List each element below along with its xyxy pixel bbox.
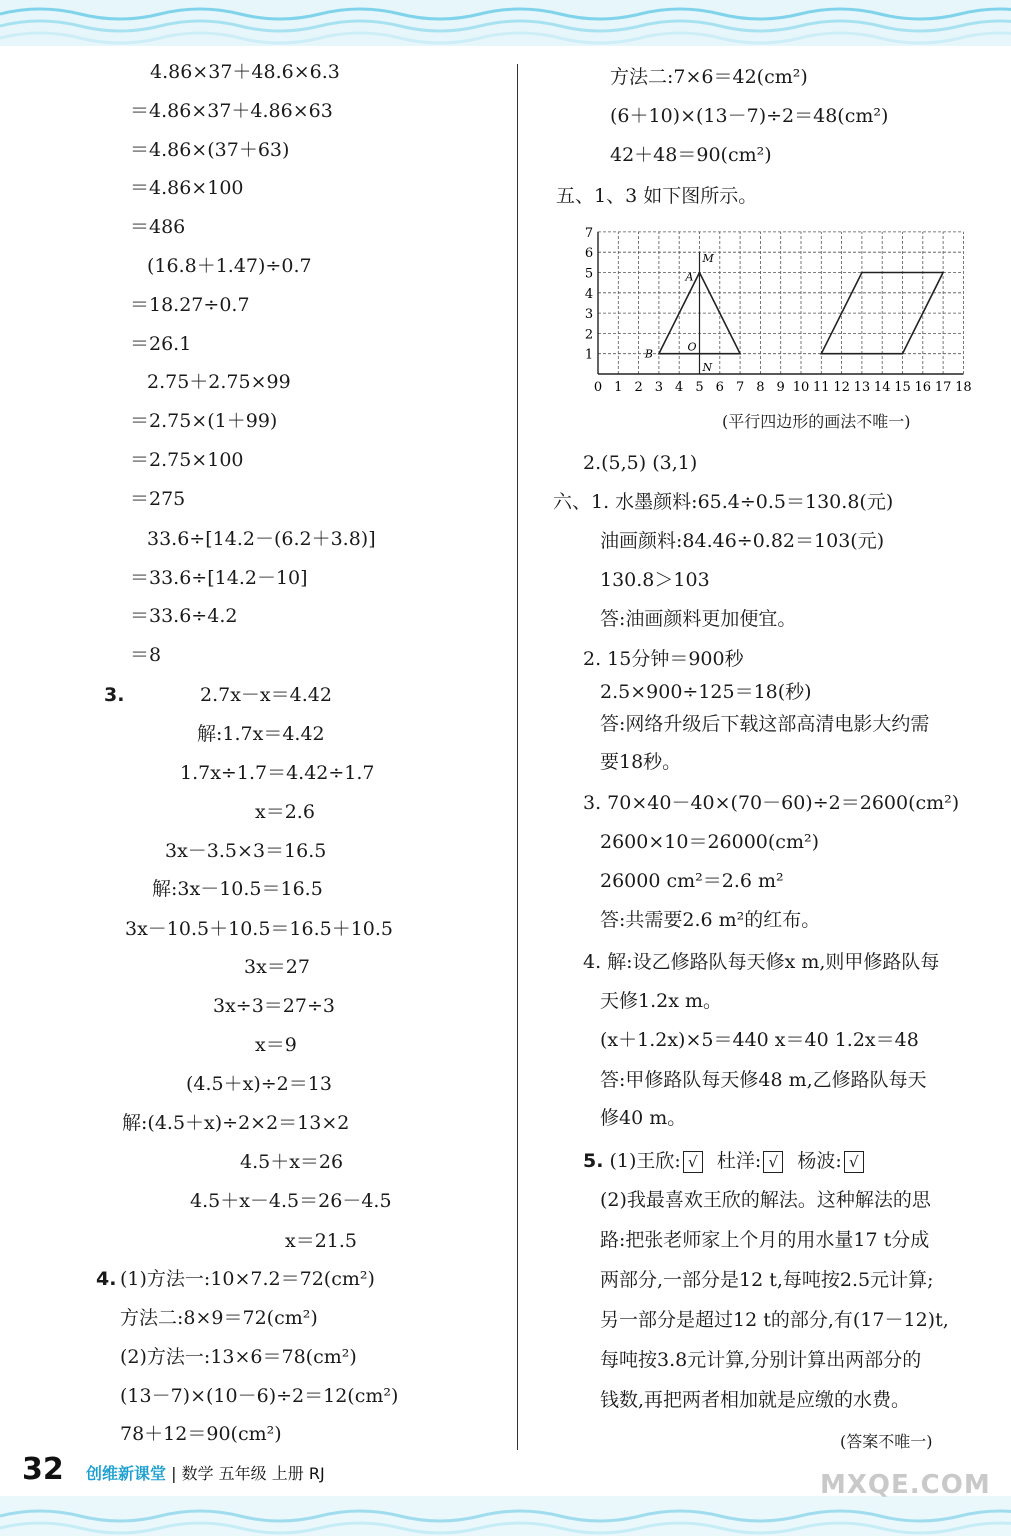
brand-name: 创维新课堂: [86, 1464, 167, 1483]
right-line: 五、1、3 如下图所示。: [556, 185, 758, 207]
x-tick-label: 4: [675, 380, 684, 395]
checkbox-wangxin[interactable]: √: [683, 1151, 703, 1173]
x-tick-label: 13: [853, 380, 871, 395]
right-line: (6＋10)×(13－7)÷2＝48(cm²): [610, 105, 889, 127]
point-label-n: N: [702, 361, 713, 374]
right-line: 答:共需要2.6 m²的红布。: [600, 909, 821, 931]
point-label-o: O: [687, 340, 697, 354]
right-line: 六、1. 水墨颜料:65.4÷0.5＝130.8(元): [553, 491, 894, 513]
x-tick-label: 18: [955, 380, 972, 395]
top-wave-decoration: [0, 0, 1011, 46]
left-line: (16.8＋1.47)÷0.7: [147, 255, 312, 277]
right-line: 另一部分是超过12 t的部分,有(17－12)t,: [600, 1309, 949, 1331]
right-line: (x＋1.2x)×5＝440 x＝40 1.2x＝48: [600, 1029, 919, 1051]
left-line: 解:1.7x＝4.42: [197, 723, 325, 745]
x-tick-label: 1: [614, 380, 623, 395]
x-tick-label: 6: [715, 380, 724, 395]
left-line: 2.75＋2.75×99: [147, 371, 291, 393]
left-line: 3x＝27: [244, 956, 310, 978]
left-line: 33.6÷[14.2－(6.2＋3.8)]: [147, 528, 376, 550]
checkbox-yangbo[interactable]: √: [844, 1151, 864, 1173]
x-tick-label: 10: [792, 380, 810, 395]
left-line: 78＋12＝90(cm²): [120, 1423, 282, 1445]
left-line: 4.86×37＋48.6×6.3: [150, 61, 340, 83]
right-line: 两部分,一部分是12 t,每吨按2.5元计算;: [600, 1269, 934, 1291]
x-tick-label: 11: [813, 380, 830, 395]
page-number: 32: [22, 1452, 64, 1487]
left-line: ＝4.86×37＋4.86×63: [130, 100, 333, 122]
footer-brand: [86, 1461, 325, 1484]
point-label-b: B: [644, 347, 653, 361]
left-line: (4.5＋x)÷2＝13: [186, 1073, 332, 1095]
x-tick-label: 0: [593, 380, 603, 395]
left-line: ＝2.75×100: [130, 449, 244, 471]
left-line: ＝2.75×(1＋99): [130, 410, 278, 432]
right-line: 要18秒。: [600, 751, 682, 773]
coordinate-grid-figure: [580, 222, 980, 402]
left_nums-line: 3.: [104, 684, 125, 706]
right-line: 2.(5,5) (3,1): [583, 452, 698, 474]
left-line: ＝4.86×(37＋63): [130, 139, 290, 161]
right-line: 42＋48＝90(cm²): [610, 144, 772, 166]
right-line: 修40 m。: [600, 1107, 687, 1129]
question-number: 5.: [583, 1150, 604, 1172]
left-line: x＝2.6: [255, 801, 315, 823]
left-line: x＝21.5: [285, 1230, 358, 1252]
left-line: 1.7x÷1.7＝4.42÷1.7: [180, 762, 375, 784]
point-label-a: A: [685, 270, 694, 284]
checkbox-duyang[interactable]: √: [763, 1151, 783, 1173]
left-line: ＝275: [130, 488, 186, 510]
right-line: (答案不唯一): [840, 1432, 933, 1451]
left-line: (2)方法一:13×6＝78(cm²): [120, 1346, 357, 1368]
question-5: [583, 1149, 866, 1173]
y-tick-label: 5: [584, 266, 594, 282]
x-tick-label: 15: [894, 380, 911, 395]
left-line: ＝8: [130, 644, 162, 666]
x-tick-label: 9: [776, 380, 785, 395]
right-line: 2. 15分钟＝900秒: [583, 648, 744, 670]
y-tick-label: 1: [584, 347, 594, 363]
left-line: 4.5＋x＝26: [240, 1151, 344, 1173]
right-line: (2)我最喜欢王欣的解法。这种解法的思: [600, 1189, 931, 1211]
right-line: 方法二:7×6＝42(cm²): [610, 66, 808, 88]
left-line: ＝33.6÷[14.2－10]: [130, 567, 308, 589]
right-line: (平行四边形的画法不唯一): [722, 412, 911, 431]
left-line: (13－7)×(10－6)÷2＝12(cm²): [120, 1385, 399, 1407]
right-line: 钱数,再把两者相加就是应缴的水费。: [600, 1389, 911, 1411]
left-line: ＝18.27÷0.7: [130, 294, 250, 316]
left-line: 解:(4.5＋x)÷2×2＝13×2: [122, 1112, 350, 1134]
left-line: (1)方法一:10×7.2＝72(cm²): [120, 1268, 375, 1290]
left-line: 3x－10.5＋10.5＝16.5＋10.5: [125, 918, 394, 940]
right-line: 2600×10＝26000(cm²): [600, 831, 819, 853]
left-line: 解:3x－10.5＝16.5: [152, 878, 323, 900]
left-line: ＝33.6÷4.2: [130, 605, 238, 627]
left-line: 2.7x－x＝4.42: [200, 684, 332, 706]
x-tick-label: 17: [934, 380, 952, 395]
x-tick-label: 16: [914, 380, 932, 395]
column-divider: [517, 64, 518, 1450]
left-line: ＝26.1: [130, 333, 192, 355]
left-line: ＝486: [130, 216, 186, 238]
right-line: 2.5×900÷125＝18(秒): [600, 681, 812, 703]
q5-part2: 杜洋:: [716, 1150, 762, 1172]
y-tick-label: 2: [584, 327, 594, 343]
left-line: 4.5＋x－4.5＝26－4.5: [190, 1190, 392, 1212]
right-line: 答:甲修路队每天修48 m,乙修路队每天: [600, 1069, 927, 1091]
left-line: x＝9: [255, 1034, 297, 1056]
left-line: ＝4.86×100: [130, 177, 244, 199]
right-line: 26000 cm²＝2.6 m²: [600, 870, 784, 892]
x-tick-label: 2: [634, 380, 643, 395]
left-line: 方法二:8×9＝72(cm²): [120, 1307, 318, 1329]
right-line: 4. 解:设乙修路队每天修x m,则甲修路队每: [583, 951, 940, 973]
watermark-logo: MXQE.COM: [820, 1470, 991, 1500]
y-tick-label: 3: [584, 307, 594, 323]
x-tick-label: 12: [833, 380, 850, 395]
y-tick-label: 4: [584, 286, 594, 302]
x-tick-label: 7: [735, 380, 745, 395]
y-tick-label: 6: [584, 246, 594, 262]
right-line: 3. 70×40－40×(70－60)÷2＝2600(cm²): [583, 792, 960, 814]
q5-part3: 杨波:: [797, 1150, 842, 1172]
left_nums-line: 4.: [96, 1268, 117, 1290]
footer-subject: | 数学 五年级 上册 RJ: [171, 1464, 325, 1483]
right-line: 答:油画颜料更加便宜。: [600, 608, 797, 630]
left-line: 3x－3.5×3＝16.5: [165, 840, 327, 862]
y-tick-label: 7: [584, 225, 594, 241]
bottom-wave-decoration: [0, 1496, 1011, 1536]
x-tick-label: 5: [695, 380, 704, 395]
point-label-m: M: [702, 252, 714, 266]
x-tick-label: 3: [654, 380, 664, 395]
x-tick-label: 8: [756, 380, 765, 395]
right-line: 每吨按3.8元计算,分别计算出两部分的: [600, 1349, 922, 1371]
x-tick-label: 14: [873, 380, 891, 395]
right-line: 油画颜料:84.46÷0.82＝103(元): [600, 530, 885, 552]
right-line: 路:把张老师家上个月的用水量17 t分成: [600, 1229, 930, 1251]
right-line: 答:网络升级后下载这部高清电影大约需: [600, 713, 930, 735]
left-line: 3x÷3＝27÷3: [213, 995, 335, 1017]
right-line: 130.8＞103: [600, 569, 710, 591]
right-line: 天修1.2x m。: [600, 990, 722, 1012]
q5-part1: (1)王欣:: [609, 1150, 681, 1172]
